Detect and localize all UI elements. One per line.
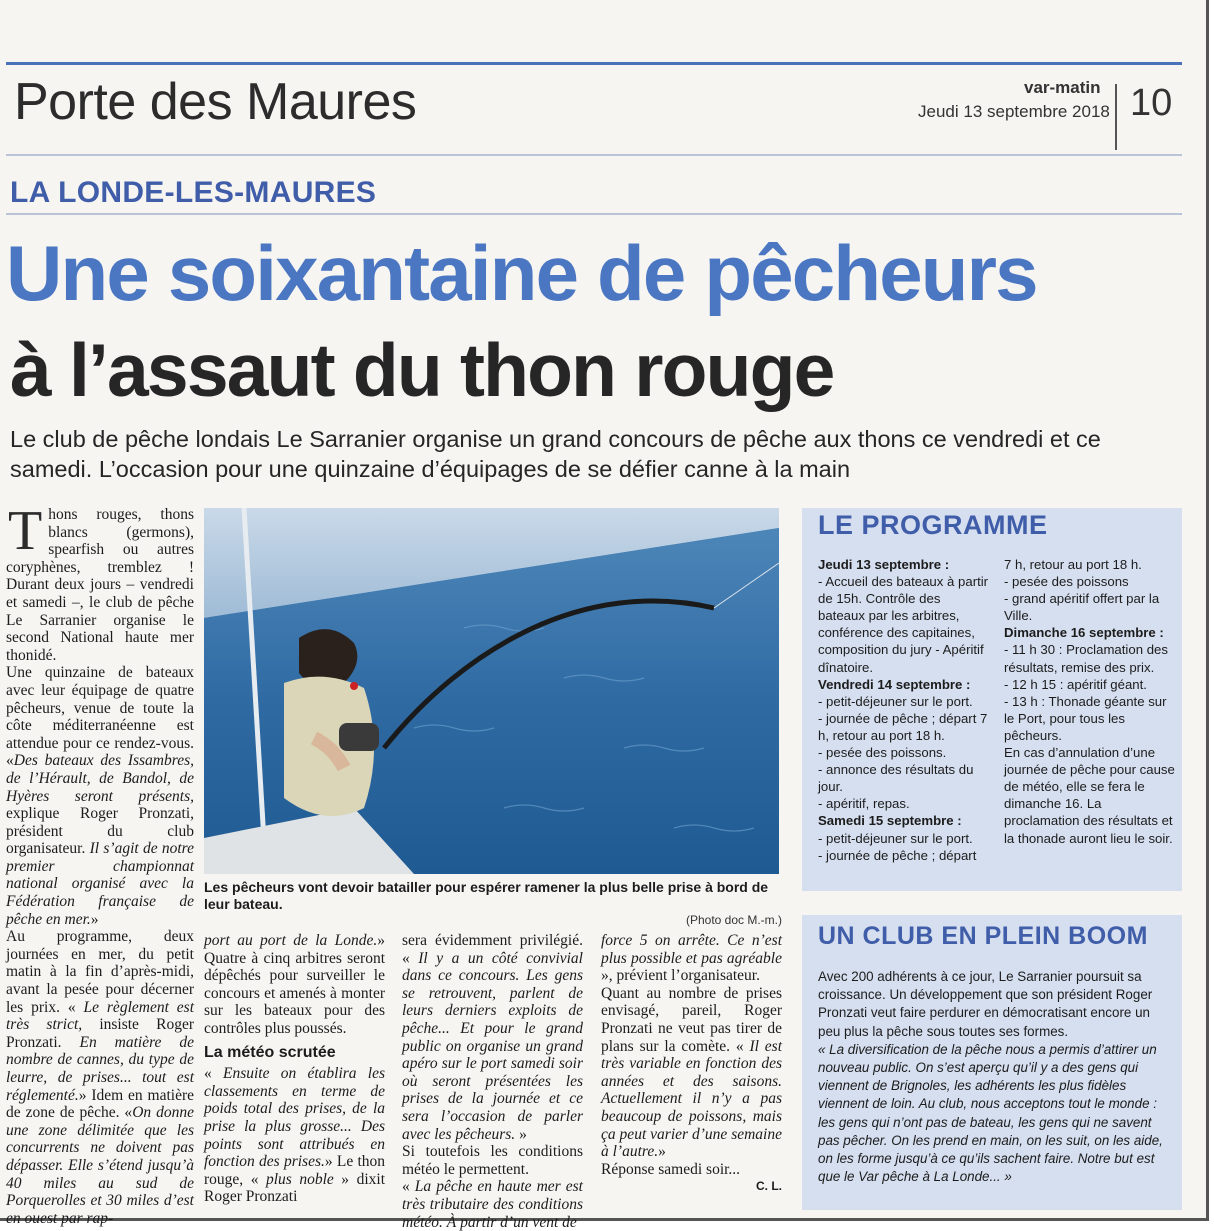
issue-date: Jeudi 13 septembre 2018 bbox=[918, 102, 1110, 121]
quote-run: Des bateaux des Issambres, de l’Hérault, de Bandol, de Hyères seront présents, bbox=[6, 752, 194, 805]
programme-title: LE PROGRAMME bbox=[818, 510, 1048, 540]
article-photo bbox=[204, 508, 779, 874]
text-run: « bbox=[204, 1065, 212, 1083]
text-run: », prévient l’organisateur. bbox=[601, 967, 760, 985]
text-run: » Le thon rouge, « bbox=[204, 1153, 385, 1188]
programme-entry: - 12 h 15 : apéritif géant. bbox=[1004, 676, 1147, 692]
programme-day-heading: Samedi 15 septembre : bbox=[818, 813, 962, 829]
programme-right-column bbox=[1004, 556, 1176, 847]
programme-entry: - pesée des poissons. bbox=[818, 745, 947, 761]
quote-run: Il y a un côté convivial dans ce concours. Les gens se retrouvent, parlent de leurs derniers exploits de pêche... Et pour le grand public on organise un grand apéro sur le port samedi soir où seront présentées les prises de la journée et ce sera l’occasion de parler avec les pêcheurs. bbox=[402, 949, 583, 1143]
programme-day-heading: Vendredi 14 septembre : bbox=[818, 676, 971, 692]
quote-run: On donne une zone délimitée que les concurrents ne doivent pas dépasser. Elle s’étend jusqu’à 40 miles au sud de Porquerolles et 30 miles d’est en ouest par rap- bbox=[6, 1104, 194, 1227]
programme-entry: - Accueil des bateaux à partir de 15h. Contrôle des bateaux par les arbitres, conférence des capitaines, composition du jury - Apéritif dînatoire. bbox=[818, 574, 989, 675]
drop-cap: T bbox=[8, 500, 43, 562]
article-column-2 bbox=[204, 932, 385, 1206]
quote-run: Il est très variable en fonction des années et des saisons. Actuellement il n’y a pas beaucoup de poissons, mais ça peut varier d’une semaine à l’autre. bbox=[601, 1037, 783, 1161]
quote-paragraph: « La diversification de la pêche nous a permis d’attirer un nouveau public. On s’est aperçu qu’il y a des gens qui viennent de Brignoles, les adhérents les plus fidèles viennent de loin. Au club, nous acceptons tout le monde : les gens qui n’ont pas de bateau, les gens qui ne savent pas pêcher. On les prend en main, on les suit, on les aide, on les forme jusqu’à ce qu’ils sachent faire. Notre but est que le Var pêche à La Londe... » bbox=[818, 1041, 1163, 1185]
text-run: » bbox=[658, 1143, 666, 1161]
section-rule bbox=[6, 154, 1182, 156]
paragraph bbox=[601, 932, 782, 985]
newspaper-name: var-matin bbox=[1024, 78, 1101, 97]
programme-entry: - apéritif, repas. bbox=[818, 796, 910, 812]
programme-entry: - 13 h : Thonade géante sur le Port, pour tous les pêcheurs. bbox=[1004, 693, 1167, 743]
quote-run: force 5 on arrête. Ce n’est plus possible et pas agréable bbox=[601, 932, 782, 967]
quote-run: La pêche en haute mer est très tributaire des conditions météo. À partir d’un vent de bbox=[402, 1178, 583, 1231]
article-column-3 bbox=[402, 932, 583, 1231]
paragraph bbox=[6, 664, 194, 928]
paragraph: Si toutefois les conditions météo le permettent. bbox=[402, 1143, 583, 1178]
text-run: Au programme, deux journées en mer, du petit matin à la fin d’après-midi, avant la pesée pour décerner les prix. « bbox=[6, 928, 194, 1016]
text-run: » Idem en matière de zone de pêche. « bbox=[6, 1086, 194, 1122]
quote-run: Il s’agit de notre premier championnat national organisé avec la Fédération française de pêche en mer. bbox=[6, 840, 194, 928]
quote-run: port au port de la Londe. bbox=[204, 932, 378, 949]
programme-entry: - 11 h 30 : Proclamation des résultats, remise des prix. bbox=[1004, 642, 1168, 675]
paragraph bbox=[204, 1065, 385, 1206]
paragraph: Réponse samedi soir... bbox=[601, 1160, 741, 1178]
section-title: Porte des Maures bbox=[14, 73, 417, 131]
programme-entry: - pesée des poissons bbox=[1004, 574, 1129, 590]
club-text bbox=[818, 968, 1176, 1186]
programme-day-heading: Dimanche 16 septembre : bbox=[1004, 625, 1164, 641]
text-run: » bbox=[90, 910, 99, 928]
programme-day-heading: Jeudi 13 septembre : bbox=[818, 557, 950, 572]
text-run: » bbox=[515, 1125, 527, 1143]
top-rule bbox=[6, 62, 1182, 65]
programme-entry: En cas d’annulation d’une journée de pêche pour cause de météo, elle se fera le dimanche 16. La proclamation des résultats et la thonade auront lieu le soir. bbox=[1004, 745, 1175, 846]
page-number: 10 bbox=[1130, 82, 1173, 124]
quote-run: En matière de nombre de cannes, du type de leurre, de prises... tout est réglementé. bbox=[6, 1033, 194, 1104]
paragraph bbox=[402, 1178, 583, 1231]
text-run: insiste Roger Pronzati. bbox=[6, 1016, 194, 1051]
programme-entry: - journée de pêche ; départ 7 h, retour au port 18 h. bbox=[818, 710, 988, 743]
article-column-4 bbox=[601, 932, 782, 1196]
article-kicker: LA LONDE-LES-MAURES bbox=[10, 176, 377, 209]
article-standfirst: Le club de pêche londais Le Sarranier organise un grand concours de pêche aux thons ce vendredi et ce samedi. L’occasion pour une quinzaine d’équipages de se défier canne à la main bbox=[10, 426, 1101, 482]
quote-run: plus noble bbox=[258, 1170, 334, 1188]
text-run: explique Roger Pronzati, président du club organisateur. bbox=[6, 805, 194, 858]
text-run: « bbox=[402, 1178, 410, 1196]
photo-caption: Les pêcheurs vont devoir batailler pour espérer ramener la plus belle prise à bord de leur bateau. bbox=[204, 879, 769, 912]
text-run: hons rouges, thons blancs (germons), spearfish ou autres coryphènes, tremblez ! Durant deux jours – vendredi et samedi –, le club de pêche Le Sarranier organise le second National haute mer thonidé. bbox=[6, 506, 194, 664]
headline-line-2: à l’assaut du thon rouge bbox=[10, 328, 834, 412]
club-title: UN CLUB EN PLEIN BOOM bbox=[818, 922, 1148, 950]
text-run: Quant au nombre de prises envisagé, pareil, Roger Pronzati ne veut pas tirer de plans sur la comète. « bbox=[601, 984, 782, 1055]
programme-entry: - journée de pêche ; départ bbox=[818, 847, 977, 863]
paragraph: Avec 200 adhérents à ce jour, Le Sarranier poursuit sa croissance. Un développement que son président Roger Pronzati veut faire perdurer en démocratisant encore un peu plus la pêche sous toutes ses formes. bbox=[818, 969, 1153, 1039]
quote-run: Le règlement est très strict, bbox=[6, 998, 194, 1034]
header-divider bbox=[1115, 84, 1117, 150]
paragraph bbox=[6, 928, 194, 1227]
programme-entry: - annonce des résultats du jour. bbox=[818, 762, 974, 795]
text-run: » Quatre à cinq arbitres seront dépêchés pour surveiller le concours et amenés à monter sur les bateaux pour des contrôles plus poussés. bbox=[204, 932, 385, 1037]
programme-entry: - grand apéritif offert par la Ville. bbox=[1004, 591, 1160, 624]
programme-left-column bbox=[818, 556, 990, 864]
quote-run: Ensuite on établira les classements en terme de poids total des prises, de la prise la plus grosse... Des points sont attribués en fonction des prises. bbox=[204, 1065, 385, 1171]
article-column-1 bbox=[6, 500, 194, 1227]
paragraph bbox=[601, 985, 782, 1161]
subheading: La météo scrutée bbox=[204, 1043, 336, 1061]
paragraph bbox=[402, 932, 583, 1143]
text-run: » dixit Roger Pronzati bbox=[204, 1170, 386, 1206]
text-run: Une quinzaine de bateaux avec leur équipage de quatre pêcheurs, venue de toute la côte méditerranéenne est attendue pour ce rendez-vous. « bbox=[6, 664, 194, 770]
headline-line-1: Une soixantaine de pêcheurs bbox=[6, 229, 1037, 317]
kicker-rule bbox=[6, 213, 1182, 215]
author-signature: C. L. bbox=[756, 1179, 782, 1194]
programme-entry: - petit-déjeuner sur le port. bbox=[818, 693, 973, 709]
paragraph bbox=[204, 932, 385, 1038]
fisherman-photo-illustration bbox=[204, 508, 779, 874]
programme-entry: - petit-déjeuner sur le port. bbox=[818, 830, 973, 846]
photo-credit: (Photo doc M.-m.) bbox=[685, 913, 782, 927]
programme-entry: 7 h, retour au port 18 h. bbox=[1004, 557, 1142, 572]
text-run: sera évidemment privilégié. « bbox=[402, 932, 583, 967]
